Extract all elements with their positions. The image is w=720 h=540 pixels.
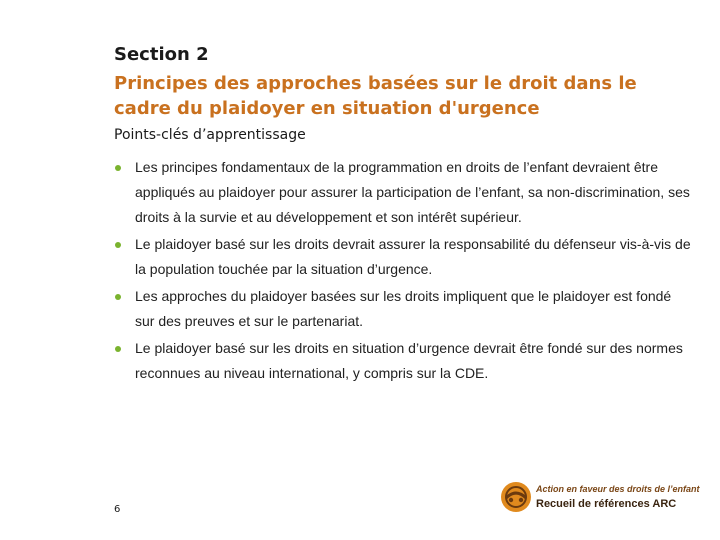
- brand-name: Recueil de références ARC: [536, 498, 677, 510]
- list-item-text: Les approches du plaidoyer basées sur les droits impliquent que le plaidoyer est fondé sur des preuves et sur le partenariat.: [135, 288, 672, 329]
- list-item-text: Les principes fondamentaux de la programmation en droits de l’enfant devraient être appliqués au plaidoyer pour assurer la participation de l’enfant, sa non-discrimination, ses droits à la survie et au développement et son intérêt supérieur.: [135, 159, 690, 225]
- key-points-heading: Points-clés d’apprentissage: [114, 127, 306, 143]
- page-title: Principes des approches basées sur le droit dans le cadre du plaidoyer en situation d'urgence: [114, 73, 637, 119]
- list-item: [114, 232, 694, 282]
- footer-brand: [499, 480, 709, 516]
- list-item: [114, 155, 694, 230]
- section-label: Section 2: [114, 44, 209, 65]
- bullet-dot-icon: [115, 165, 121, 171]
- list-item-text: Le plaidoyer basé sur les droits devrait assurer la responsabilité du défenseur vis-à-vis de la population touchée par la situation d’urgence.: [135, 236, 691, 277]
- bullet-dot-icon: [115, 242, 121, 248]
- list-item-text: Le plaidoyer basé sur les droits en situation d’urgence devrait être fondé sur des normes reconnues au niveau international, y compris sur la CDE.: [135, 340, 683, 381]
- bullet-dot-icon: [115, 294, 121, 300]
- arc-logo-icon: [499, 480, 533, 514]
- page-number: 6: [114, 504, 121, 515]
- list-item: [114, 284, 694, 334]
- key-points-list: [114, 155, 694, 388]
- bullet-dot-icon: [115, 346, 121, 352]
- brand-tagline: Action en faveur des droits de l’enfant: [536, 484, 700, 494]
- list-item: [114, 336, 694, 386]
